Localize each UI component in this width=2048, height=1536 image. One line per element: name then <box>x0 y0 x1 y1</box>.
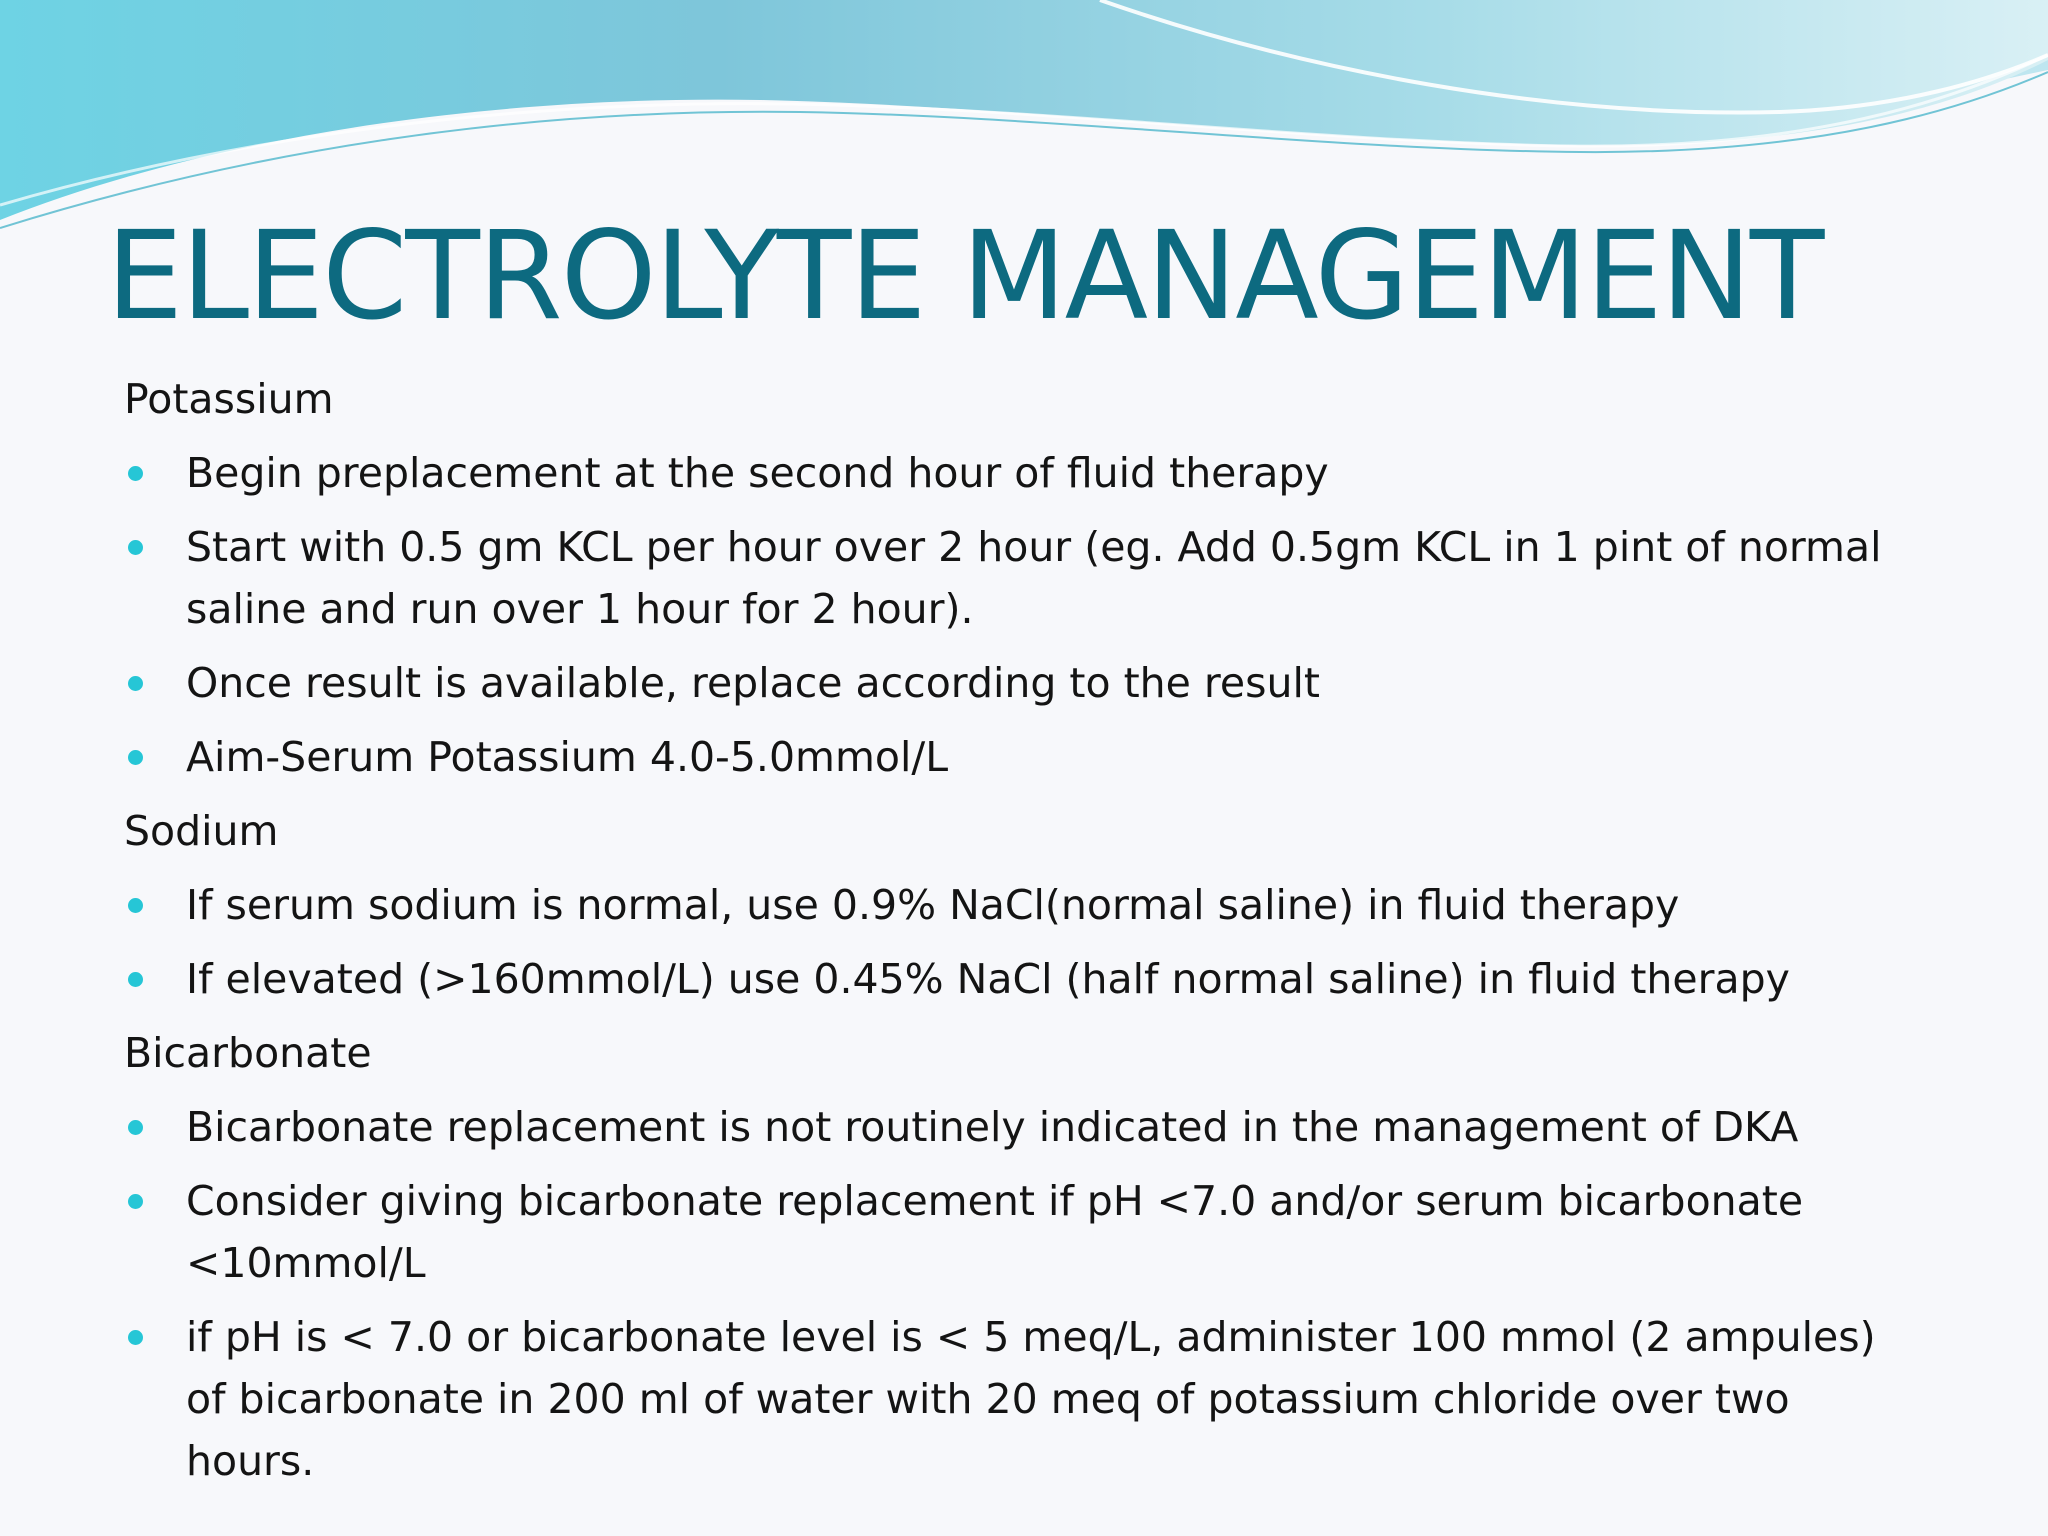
bullet-text: If elevated (>160mmol/L) use 0.45% NaCl (half normal saline) in fluid therapy <box>186 955 1790 1003</box>
bullet-text: Begin preplacement at the second hour of fluid therapy <box>186 449 1329 497</box>
list-item <box>124 1170 1924 1294</box>
list-item <box>124 726 1924 788</box>
bullet-dot-icon <box>128 972 143 987</box>
bullet-text: Bicarbonate replacement is not routinely indicated in the management of DKA <box>186 1103 1799 1151</box>
list-item <box>124 1306 1924 1492</box>
slide-title: ELECTROLYTE MANAGEMENT <box>106 205 1823 347</box>
section-heading-potassium: Potassium <box>124 375 334 423</box>
bullet-text: Start with 0.5 gm KCL per hour over 2 hour (eg. Add 0.5gm KCL in 1 pint of normal saline and run over 1 hour for 2 hour). <box>186 523 1882 633</box>
bullet-dot-icon <box>128 466 143 481</box>
list-item <box>124 874 1924 936</box>
list-item <box>124 1096 1924 1158</box>
bullet-dot-icon <box>128 898 143 913</box>
list-item <box>124 948 1924 1010</box>
section-heading-sodium: Sodium <box>124 807 279 855</box>
bullet-dot-icon <box>128 1330 143 1345</box>
list-item <box>124 652 1924 714</box>
bullet-dot-icon <box>128 750 143 765</box>
slide-body <box>124 368 1924 1504</box>
bullet-dot-icon <box>128 676 143 691</box>
bullet-text: if pH is < 7.0 or bicarbonate level is < 5 meq/L, administer 100 mmol (2 ampules) of bicarbonate in 200 ml of water with 20 meq of potassium chloride over two hours. <box>186 1313 1876 1485</box>
bullet-dot-icon <box>128 1120 143 1135</box>
bullet-text: Aim-Serum Potassium 4.0-5.0mmol/L <box>186 733 949 781</box>
bullet-dot-icon <box>128 540 143 555</box>
bullet-text: Once result is available, replace according to the result <box>186 659 1320 707</box>
bullet-text: Consider giving bicarbonate replacement if pH <7.0 and/or serum bicarbonate <10mmol/L <box>186 1177 1804 1287</box>
section-heading-bicarbonate: Bicarbonate <box>124 1029 372 1077</box>
bullet-dot-icon <box>128 1194 143 1209</box>
list-item <box>124 442 1924 504</box>
list-item <box>124 516 1924 640</box>
bullet-text: If serum sodium is normal, use 0.9% NaCl(normal saline) in fluid therapy <box>186 881 1680 929</box>
